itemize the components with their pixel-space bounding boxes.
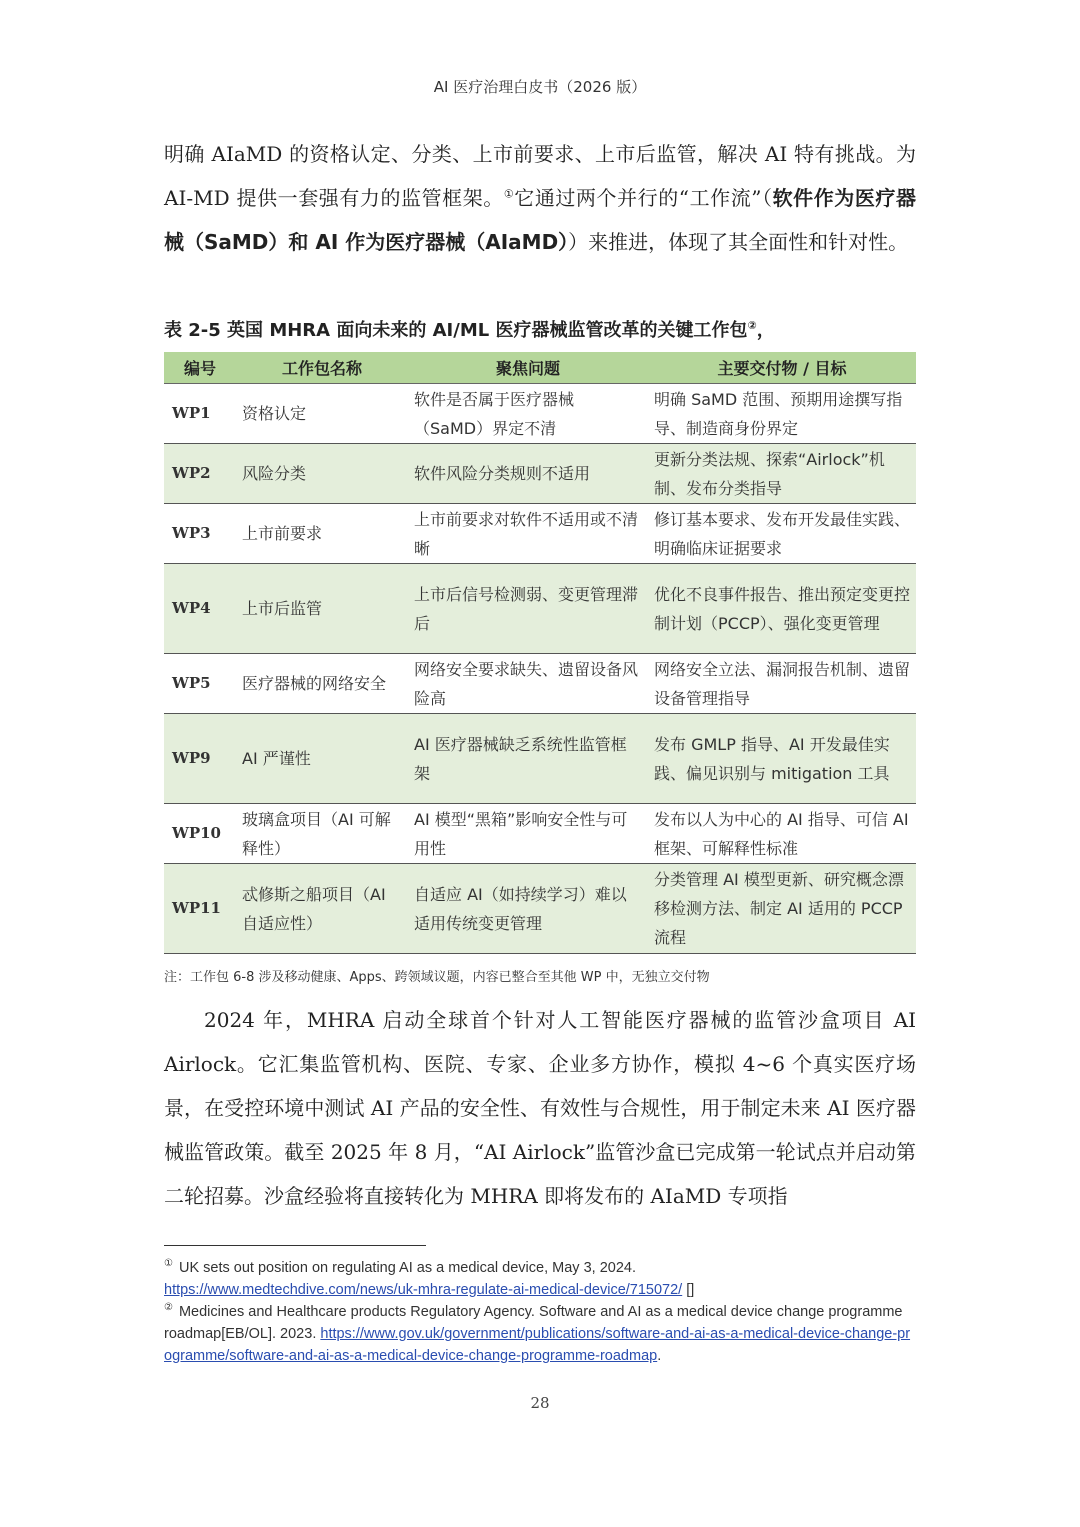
row-code: WP10: [164, 804, 236, 864]
row-name: AI 严谨性: [236, 714, 408, 804]
column-header-name: 工作包名称: [236, 352, 408, 384]
page-number: 28: [530, 1394, 550, 1412]
row-code: WP4: [164, 564, 236, 654]
row-code: WP5: [164, 654, 236, 714]
row-issue: 软件风险分类规则不适用: [408, 444, 648, 504]
footnotes: [164, 1257, 916, 1367]
row-name: 玻璃盒项目（AI 可解释性）: [236, 804, 408, 864]
footnote-suffix: .: [657, 1348, 662, 1364]
body-paragraph-2: 2024 年，MHRA 启动全球首个针对人工智能医疗器械的监管沙盒项目 AI Airlock。它汇集监管机构、医院、专家、企业多方协作，模拟 4~6 个真实医疗场景，在受控环境中测试 AI 产品的安全性、有效性与合规性，用于制定未来 AI 医疗器械监管政策。截至 2025 年 8 月，“AI Airlock”监管沙盒已完成第一轮试点并启动第二轮招募。沙盒经验将直接转化为 MHRA 即将发布的 AIaMD 专项指: [164, 1008, 916, 1208]
table-row: [164, 444, 916, 504]
footnote-link[interactable]: https://www.gov.uk/government/publications/software-and-ai-as-a-medical-device-change-programme/software-and-ai-as-a-medical-device-change-programme-roadmap: [164, 1326, 911, 1364]
row-code: WP2: [164, 444, 236, 504]
footnote-ref-2[interactable]: ②: [747, 319, 757, 332]
table-caption-text: 表 2-5 英国 MHRA 面向未来的 AI/ML 医疗器械监管改革的关键工作包: [164, 320, 748, 341]
table-row: [164, 804, 916, 864]
table-row: [164, 654, 916, 714]
footnote-2: [164, 1301, 916, 1367]
footnote-text: UK sets out position on regulating AI as a medical device, May 3, 2024.: [178, 1260, 636, 1276]
row-deliverable: 明确 SaMD 范围、预期用途撰写指导、制造商身份界定: [648, 384, 916, 444]
table-row: [164, 384, 916, 444]
row-code: WP11: [164, 864, 236, 954]
row-name: 上市后监管: [236, 564, 408, 654]
work-package-table: [164, 352, 916, 954]
para1-sentence-1: 明确 AIaMD 的资格认定、分类、上市前要求、上市后监管，解决 AI 特有挑战。为 AI-MD 提供一套强有力的监管框架。: [164, 142, 916, 210]
running-header: AI 医疗治理白皮书（2026 版）: [433, 78, 647, 96]
table-row: [164, 564, 916, 654]
footnote-text: Medicines and Healthcare products Regulatory Agency. Software and AI as a medical device change programme roadmap[EB/OL]. 2023.: [164, 1304, 903, 1342]
footnote-divider: [164, 1245, 426, 1246]
row-code: WP9: [164, 714, 236, 804]
row-deliverable: 修订基本要求、发布开发最佳实践、明确临床证据要求: [648, 504, 916, 564]
column-header-deliverable: 主要交付物 / 目标: [648, 352, 916, 384]
row-name: 上市前要求: [236, 504, 408, 564]
table-row: [164, 504, 916, 564]
footnote-link[interactable]: https://www.medtechdive.com/news/uk-mhra-regulate-ai-medical-device/715072/: [164, 1282, 683, 1298]
para1-sentence-3: ）来推进，体现了其全面性和针对性。: [568, 230, 909, 254]
footnote-1: [164, 1257, 916, 1301]
row-issue: 上市前要求对软件不适用或不清晰: [408, 504, 648, 564]
footnote-number: ②: [164, 1302, 173, 1314]
row-name: 风险分类: [236, 444, 408, 504]
row-name: 资格认定: [236, 384, 408, 444]
footnote-ref-1[interactable]: ①: [503, 187, 515, 201]
row-issue: 自适应 AI（如持续学习）难以适用传统变更管理: [408, 864, 648, 954]
row-issue: 网络安全要求缺失、遗留设备风险高: [408, 654, 648, 714]
table-caption-end: ，: [756, 320, 775, 341]
footnote-number: ①: [164, 1258, 173, 1270]
row-issue: 上市后信号检测弱、变更管理滞后: [408, 564, 648, 654]
table-row: [164, 714, 916, 804]
row-issue: AI 模型“黑箱”影响安全性与可用性: [408, 804, 648, 864]
para1-sentence-2: 它通过两个并行的“工作流”（: [514, 186, 773, 210]
row-deliverable: 更新分类法规、探索“Airlock”机制、发布分类指导: [648, 444, 916, 504]
row-issue: AI 医疗器械缺乏系统性监管框架: [408, 714, 648, 804]
table-note: 注：工作包 6-8 涉及移动健康、Apps、跨领域议题，内容已整合至其他 WP 中，无独立交付物: [164, 970, 710, 985]
row-code: WP3: [164, 504, 236, 564]
table-row: [164, 864, 916, 954]
row-issue: 软件是否属于医疗器械（SaMD）界定不清: [408, 384, 648, 444]
row-name: 忒修斯之船项目（AI 自适应性）: [236, 864, 408, 954]
column-header-issue: 聚焦问题: [408, 352, 648, 384]
row-deliverable: 网络安全立法、漏洞报告机制、遗留设备管理指导: [648, 654, 916, 714]
footnote-suffix: []: [682, 1282, 695, 1298]
table-caption: [164, 316, 924, 342]
para1-bold-phrase: 软件作为医疗器械（SaMD）和 AI 作为医疗器械（AIaMD）: [164, 186, 916, 254]
row-name: 医疗器械的网络安全: [236, 654, 408, 714]
row-deliverable: 发布 GMLP 指导、AI 开发最佳实践、偏见识别与 mitigation 工具: [648, 714, 916, 804]
row-deliverable: 分类管理 AI 模型更新、研究概念漂移检测方法、制定 AI 适用的 PCCP 流程: [648, 864, 916, 954]
column-header-code: 编号: [164, 352, 236, 384]
body-paragraph-1: [164, 132, 916, 264]
row-code: WP1: [164, 384, 236, 444]
row-deliverable: 优化不良事件报告、推出预定变更控制计划（PCCP）、强化变更管理: [648, 564, 916, 654]
row-deliverable: 发布以人为中心的 AI 指导、可信 AI 框架、可解释性标准: [648, 804, 916, 864]
